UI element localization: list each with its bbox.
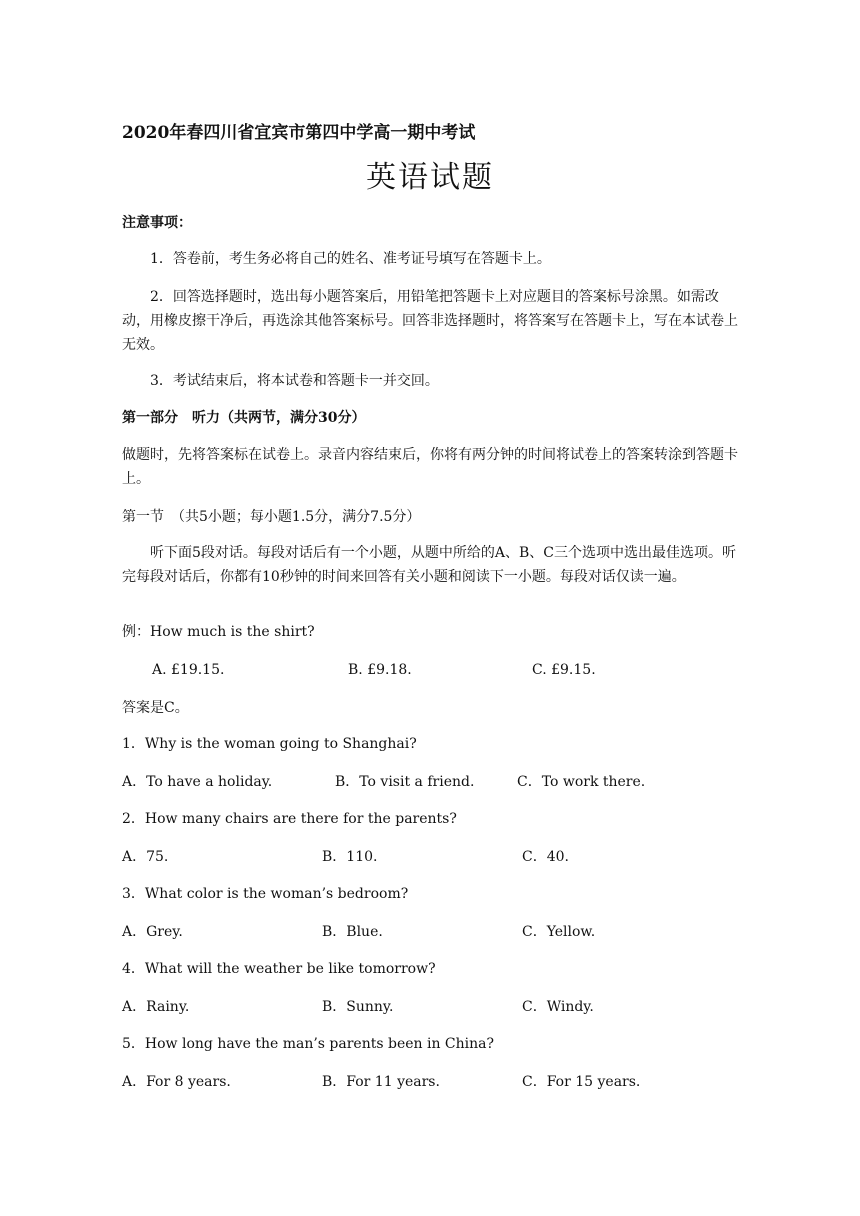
- exam-title: 英语试题: [366, 160, 494, 195]
- question-5-option-b: B．For 11 years.: [322, 1074, 440, 1090]
- question-1-option-c: C．To work there.: [517, 774, 646, 790]
- notice-heading: 注意事项：: [122, 215, 192, 231]
- example-answer: 答案是C。: [122, 700, 189, 716]
- question-2-option-c: C．40.: [522, 849, 569, 865]
- exam-subtitle: 2020年春四川省宜宾市第四中学高一期中考试: [122, 123, 476, 143]
- question-5-option-c: C．For 15 years.: [522, 1074, 641, 1090]
- question-4: 4．What will the weather be like tomorrow?: [122, 961, 436, 977]
- section1-intro: 听下面5段对话。每段对话后有一个小题，从题中所给的A、B、C三个选项中选出最佳选项。听完每段对话后，你都有10秒钟的时间来回答有关小题和阅读下一小题。每段对话仅读一遍。: [122, 545, 737, 585]
- part1-heading: 第一部分 听力（共两节，满分30分）: [122, 410, 366, 426]
- question-5-option-a: A．For 8 years.: [122, 1074, 231, 1090]
- question-3-option-b: B．Blue.: [322, 924, 383, 940]
- question-2-option-a: A．75.: [122, 849, 169, 865]
- question-3-option-a: A．Grey.: [122, 924, 183, 940]
- example-option-a: A. £19.15.: [152, 662, 225, 678]
- question-4-option-b: B．Sunny.: [322, 999, 394, 1015]
- example-option-b: B. £9.18.: [348, 662, 412, 678]
- question-4-option-c: C．Windy.: [522, 999, 594, 1015]
- question-3-option-c: C．Yellow.: [522, 924, 596, 940]
- question-1-option-b: B．To visit a friend.: [335, 774, 475, 790]
- question-4-option-a: A．Rainy.: [122, 999, 190, 1015]
- question-2: 2．How many chairs are there for the parents?: [122, 811, 457, 827]
- question-5: 5．How long have the man’s parents been in China?: [122, 1036, 495, 1052]
- question-2-option-b: B．110.: [322, 849, 378, 865]
- notice-item-1: 1．答卷前，考生务必将自己的姓名、准考证号填写在答题卡上。: [150, 251, 551, 267]
- section1-heading: 第一节 （共5小题；每小题1.5分，满分7.5分）: [122, 509, 421, 525]
- notice-item-3: 3．考试结束后，将本试卷和答题卡一并交回。: [150, 373, 439, 389]
- question-3: 3．What color is the woman’s bedroom?: [122, 886, 409, 902]
- notice-item-2: 2．回答选择题时，选出每小题答案后，用铅笔把答题卡上对应题目的答案标号涂黑。如需改动，用橡皮擦干净后，再选涂其他答案标号。回答非选择题时，将答案写在答题卡上，写在本试卷上无效。: [122, 289, 738, 353]
- example-question: 例：How much is the shirt?: [122, 624, 315, 640]
- question-1-option-a: A．To have a holiday.: [122, 774, 273, 790]
- question-1: 1．Why is the woman going to Shanghai?: [122, 736, 417, 752]
- part1-intro: 做题时，先将答案标在试卷上。录音内容结束后，你将有两分钟的时间将试卷上的答案转涂到答题卡上。: [122, 447, 738, 487]
- example-option-c: C. £9.15.: [532, 662, 596, 678]
